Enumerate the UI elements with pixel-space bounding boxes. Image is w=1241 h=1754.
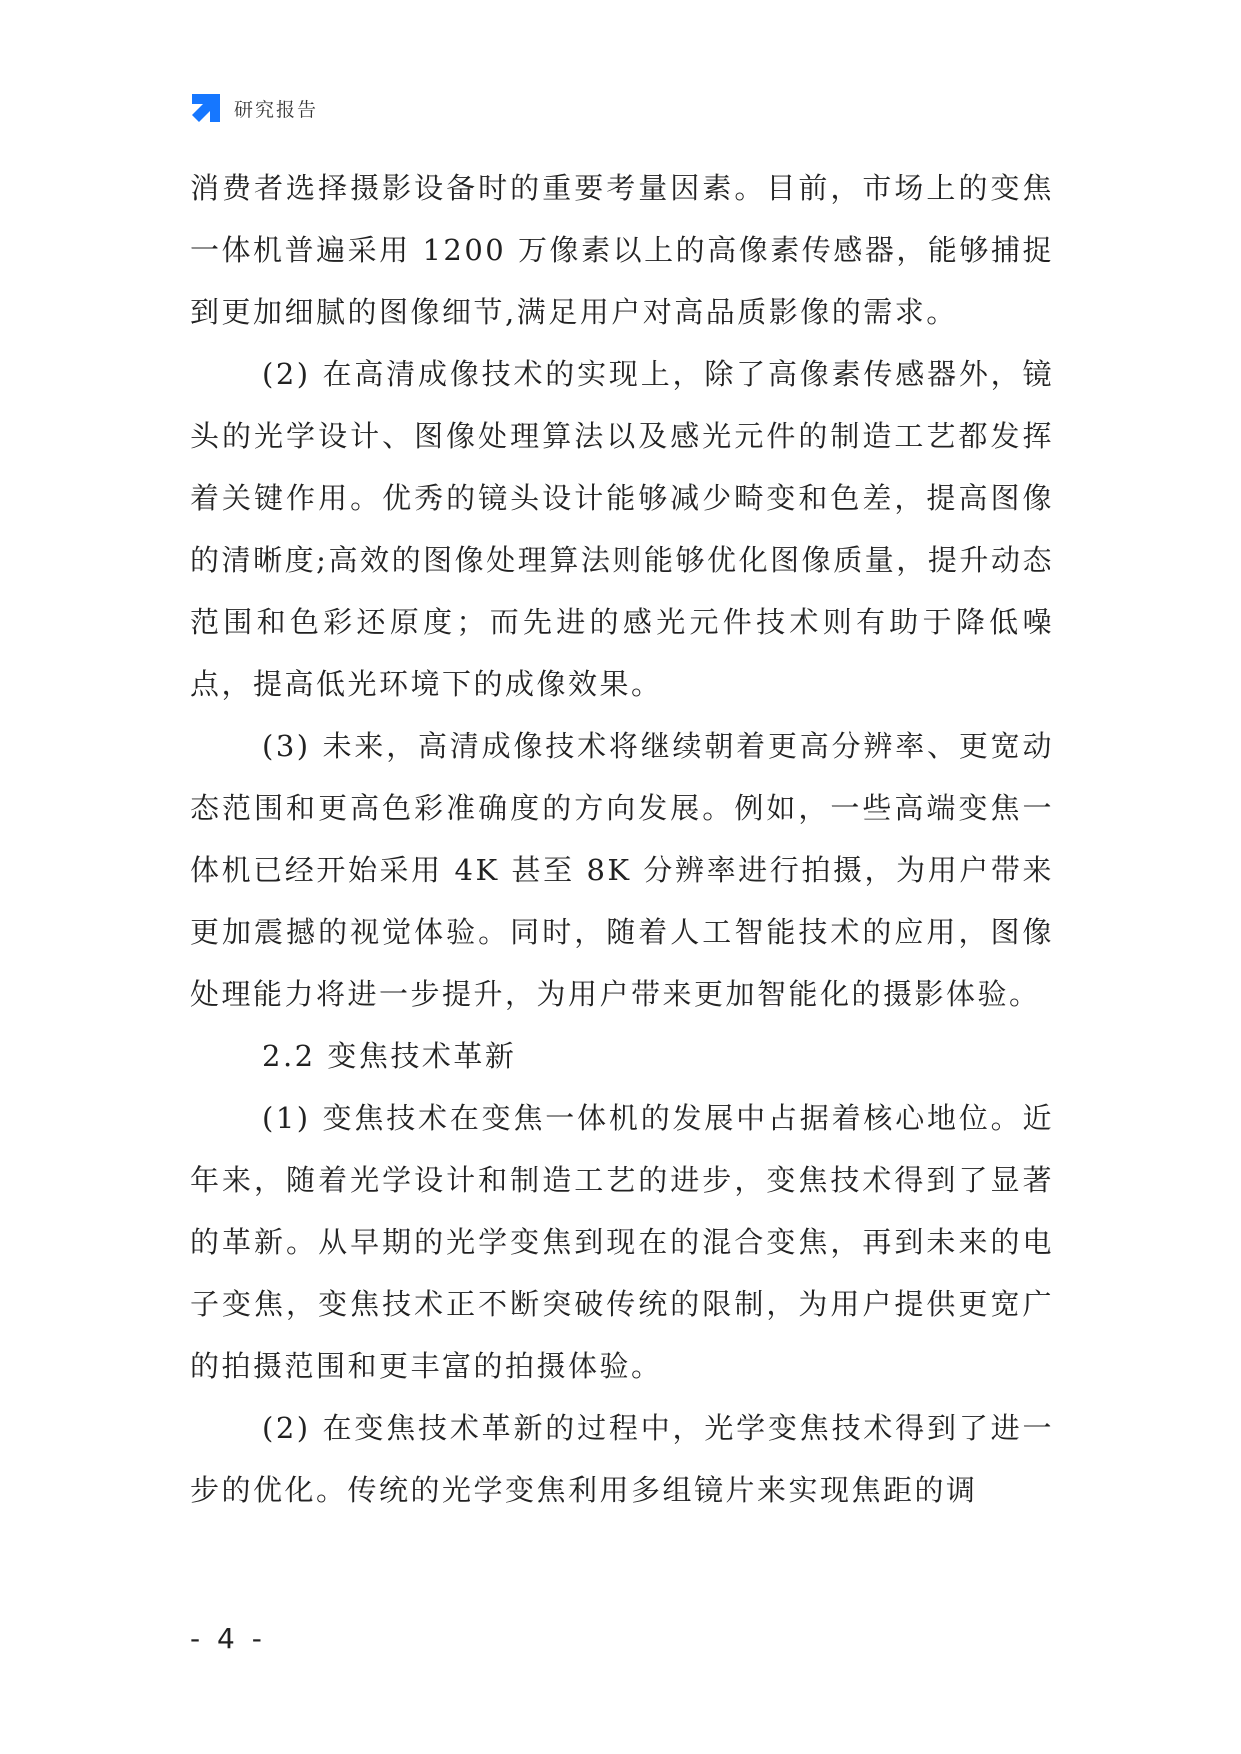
- paragraph-continued: 消费者选择摄影设备时的重要考量因素。目前，市场上的变焦一体机普遍采用 1200 万像素以上的高像素传感器，能够捕捉到更加细腻的图像细节,满足用户对高品质影像的需求。: [190, 171, 1054, 329]
- page-header: [190, 88, 318, 128]
- paragraph-3: (3) 未来，高清成像技术将继续朝着更高分辨率、更宽动态范围和更高色彩准确度的方向发展。例如，一些高端变焦一体机已经开始采用 4K 甚至 8K 分辨率进行拍摄，为用户带来更加震撼的视觉体验。同时，随着人工智能技术的应用，图像处理能力将进一步提升，为用户带来更加智能化的摄影体验。: [190, 729, 1054, 1011]
- paragraph-5: (2) 在变焦技术革新的过程中，光学变焦技术得到了进一步的优化。传统的光学变焦利用多组镜片来实现焦距的调: [190, 1411, 1054, 1507]
- arrow-up-right-icon: [190, 92, 222, 124]
- header-title: 研究报告: [234, 98, 319, 121]
- paragraph-4: (1) 变焦技术在变焦一体机的发展中占据着核心地位。近年来，随着光学设计和制造工艺的进步，变焦技术得到了显著的革新。从早期的光学变焦到现在的混合变焦，再到未来的电子变焦，变焦技术正不断突破传统的限制，为用户提供更宽广的拍摄范围和更丰富的拍摄体验。: [190, 1101, 1054, 1383]
- page-number: - 4 -: [190, 1622, 266, 1655]
- document-body: [190, 157, 1054, 1521]
- section-heading: 2.2 变焦技术革新: [262, 1039, 517, 1073]
- paragraph-2: (2) 在高清成像技术的实现上，除了高像素传感器外，镜头的光学设计、图像处理算法以及感光元件的制造工艺都发挥着关键作用。优秀的镜头设计能够减少畸变和色差，提高图像的清晰度;高效的图像处理算法则能够优化图像质量，提升动态范围和色彩还原度；而先进的感光元件技术则有助于降低噪点，提高低光环境下的成像效果。: [190, 357, 1054, 701]
